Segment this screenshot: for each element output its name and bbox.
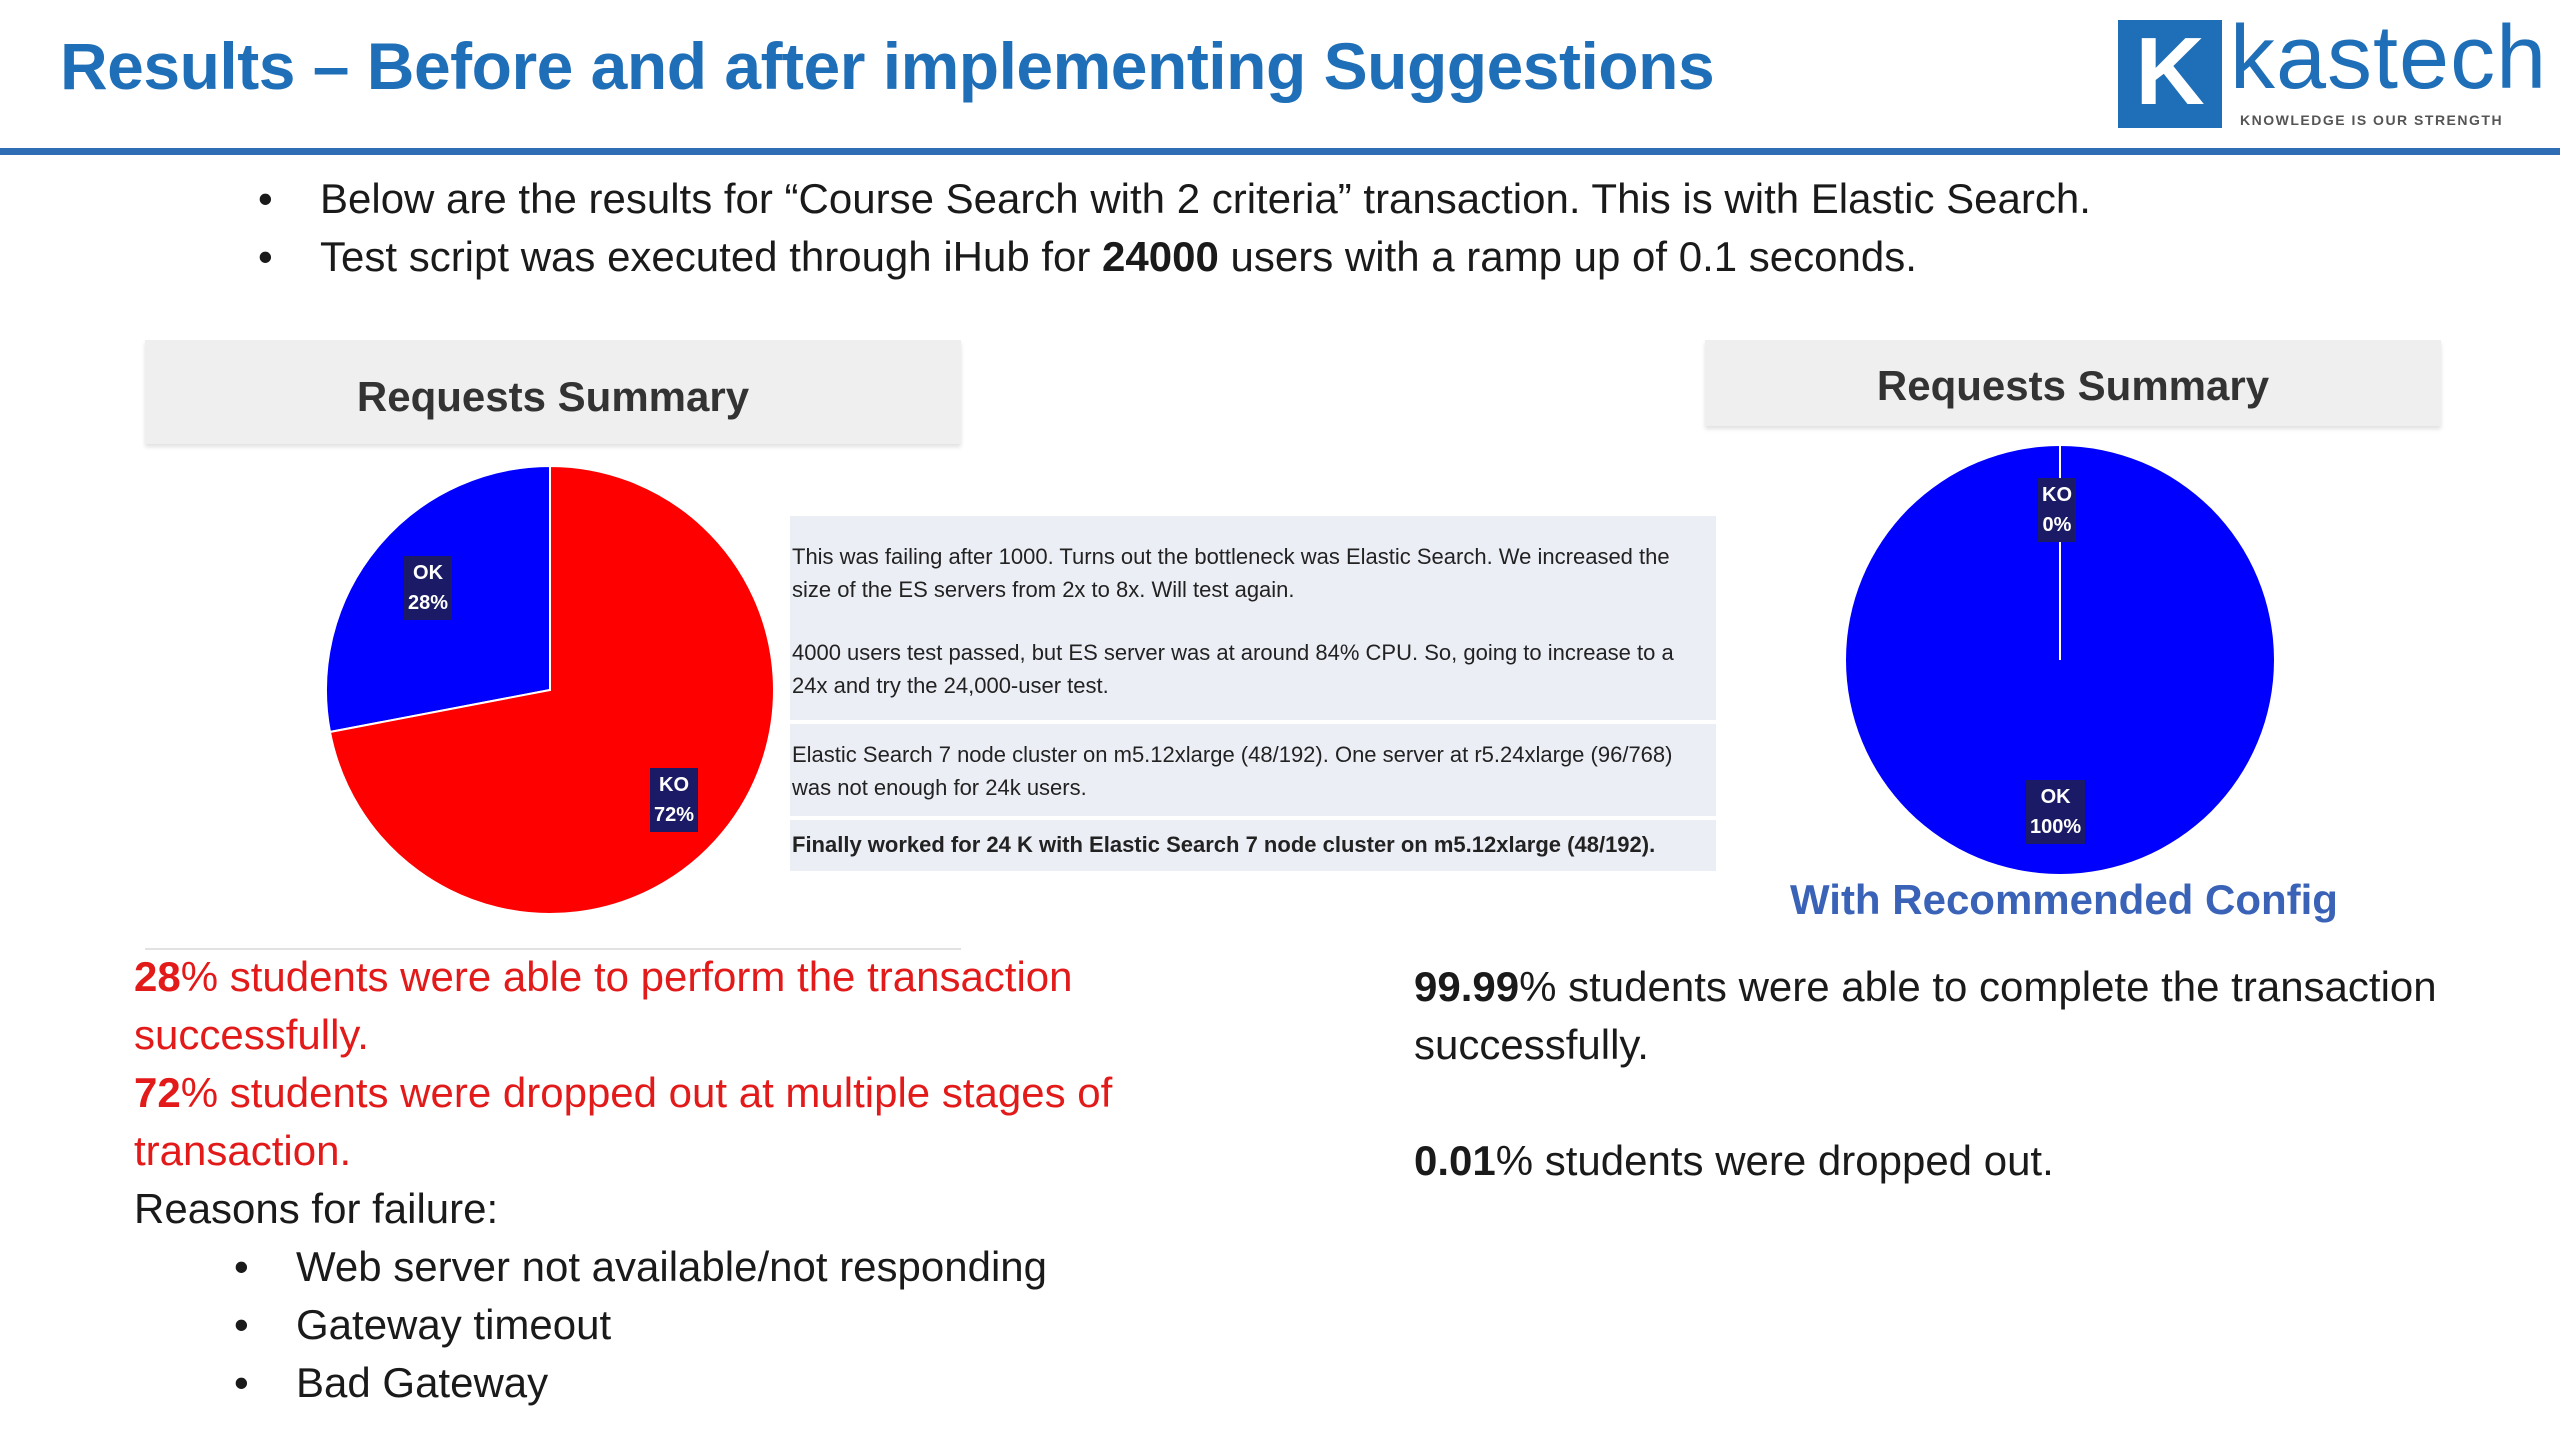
intro-bullets: [258, 170, 2358, 286]
after-ok-label: [2026, 780, 2085, 844]
after-ok-name: OK: [2040, 786, 2071, 808]
logo-letter: K: [2135, 18, 2205, 125]
before-ok-name: OK: [413, 562, 444, 584]
failure-reason: • Bad Gateway: [234, 1354, 1284, 1412]
after-ok-value: 100%: [2030, 816, 2082, 838]
after-ko-value: 0%: [2042, 514, 2072, 536]
note-block-3: [790, 820, 1716, 871]
after-ok-line: [1414, 958, 2534, 1074]
intro-bullet-1: • Below are the results for “Course Search with 2 criteria” transaction. This is with Elastic Search.: [258, 170, 2358, 228]
after-ok-pct: 99.99: [1414, 963, 1520, 1010]
before-summary: [134, 948, 1284, 1412]
after-summary: [1414, 958, 2534, 1190]
before-ok-value: 28%: [408, 592, 449, 614]
after-chart-title: Requests Summary: [1705, 340, 2441, 426]
slide-title: Results – Before and after implementing Suggestions: [60, 29, 1715, 103]
after-ko-line: [1414, 1132, 2534, 1190]
reasons-heading: Reasons for failure:: [134, 1185, 499, 1232]
before-ok-text: % students were able to perform the transaction successfully.: [134, 953, 1073, 1058]
before-ok-line: [134, 948, 1284, 1064]
failure-reason: • Web server not available/not responding: [234, 1238, 1284, 1296]
before-ko-value: 72%: [654, 804, 695, 826]
user-count: 24000: [1102, 233, 1219, 280]
before-ok-pct: 28: [134, 953, 181, 1000]
before-ok-label: [404, 556, 452, 620]
note-3: Elastic Search 7 node cluster on m5.12xlarge (48/192). One server at r5.24xlarge (96/768) was not enough for 24k users.: [792, 742, 1673, 800]
kastech-logo: [2118, 8, 2548, 134]
after-ko-name: KO: [2042, 484, 2072, 506]
before-pie-chart: [320, 460, 780, 920]
logo-wordmark: kastech: [2230, 8, 2548, 108]
logo-tagline: KNOWLEDGE IS OUR STRENGTH: [2240, 112, 2504, 128]
intro-bullet-2: [258, 228, 2358, 286]
recommended-config-caption: With Recommended Config: [1790, 876, 2338, 923]
before-ko-text: % students were dropped out at multiple stages of transaction.: [134, 1069, 1113, 1174]
intro-bullet-2-pre: Test script was executed through iHub for: [320, 233, 1103, 280]
before-ko-name: KO: [659, 774, 690, 796]
header-rule: [0, 148, 2560, 155]
before-ko-pct: 72: [134, 1069, 181, 1116]
after-ok-text: % students were able to complete the transaction successfully.: [1414, 963, 2437, 1068]
after-ko-label: [2038, 478, 2076, 542]
after-ko-text: % students were dropped out.: [1495, 1137, 2054, 1184]
before-chart-title: Requests Summary: [145, 340, 961, 444]
intro-bullet-2-post: users with a ramp up of 0.1 seconds.: [1218, 233, 1917, 280]
note-4: Finally worked for 24 K with Elastic Search 7 node cluster on m5.12xlarge (48/192).: [792, 832, 1656, 857]
note-block-1: [790, 516, 1716, 720]
after-ko-pct: 0.01: [1414, 1137, 1496, 1184]
before-ko-label: [650, 768, 698, 832]
before-ko-line: [134, 1064, 1284, 1180]
note-block-2: [790, 724, 1716, 816]
note-1: This was failing after 1000. Turns out the bottleneck was Elastic Search. We increased the size of the ES servers from 2x to 8x. Will test again.: [792, 544, 1670, 602]
failure-reasons-list: [134, 1238, 1284, 1412]
investigation-notes: [790, 516, 1716, 875]
note-2: 4000 users test passed, but ES server was at around 84% CPU. So, going to increase to a 24x and try the 24,000-user test.: [792, 640, 1674, 698]
failure-reason: • Gateway timeout: [234, 1296, 1284, 1354]
